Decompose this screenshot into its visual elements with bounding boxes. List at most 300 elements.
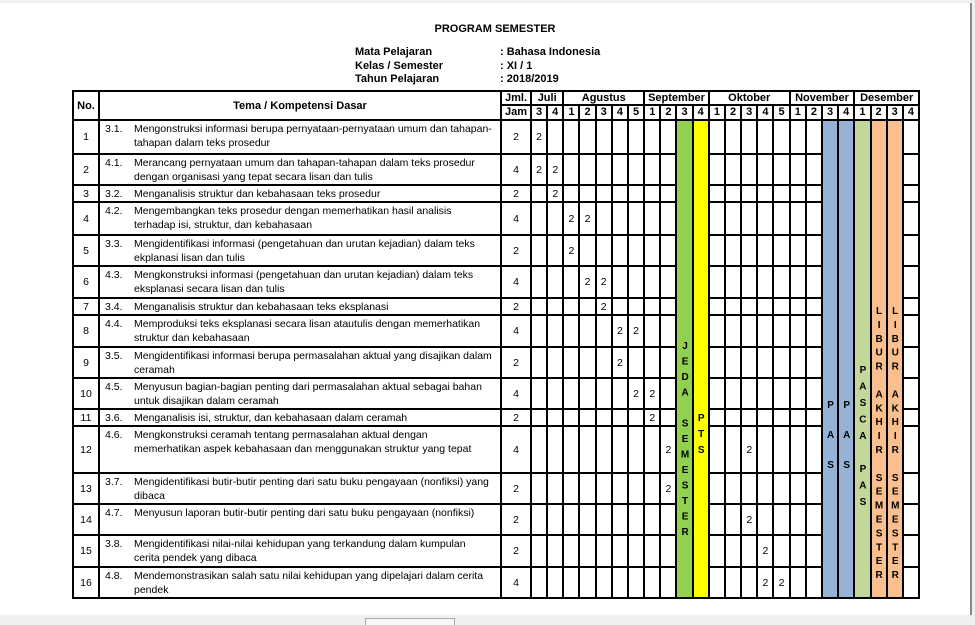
week-allocation-cell [806,185,822,202]
week-allocation-cell [903,409,919,426]
week-header: 2 [725,105,741,120]
competency-text: Mengidentifikasi nilai-nilai kehidupan yang terkandung dalam kumpulan cerita pendek yang dibaca [134,538,466,564]
competency-cell [99,473,501,504]
week-allocation-cell [741,120,757,154]
week-allocation-cell [773,409,789,426]
week-allocation-cell [531,409,547,426]
week-allocation-cell [644,202,660,235]
competency-code: 3.1. [105,123,123,135]
week-allocation-cell [644,535,660,567]
special-week-label: LIBUR AKHIR SEMESTER [873,306,885,584]
week-allocation-cell [709,347,725,378]
week-allocation-cell [660,235,676,266]
week-header: 2 [660,105,676,120]
week-allocation-cell [806,298,822,315]
table-row [73,298,919,315]
week-allocation-cell: 2 [612,315,628,347]
week-allocation-cell [790,235,806,266]
week-allocation-cell [725,409,741,426]
week-allocation-cell [660,409,676,426]
competency-text: Menganalisis struktur dan kebahasaan teks eksplanasi [134,301,389,313]
week-allocation-cell: 2 [596,298,612,315]
week-allocation-cell [741,315,757,347]
week-allocation-cell [757,504,773,535]
week-allocation-cell [628,535,644,567]
week-allocation-cell [725,426,741,473]
week-allocation-cell [660,120,676,154]
week-allocation-cell [596,567,612,598]
week-allocation-cell [547,378,563,409]
table-row [73,504,919,535]
week-allocation-cell [644,266,660,298]
week-allocation-cell [612,426,628,473]
header-jam: Jam [501,105,531,120]
week-allocation-cell [596,315,612,347]
hours-total: 2 [501,504,531,535]
competency-text: Mengkonstruksi informasi (pengetahuan dan urutan kejadian) dalam teks eksplanasi secara lisan dan tulis [134,269,474,295]
week-allocation-cell: 2 [757,567,773,598]
week-allocation-cell [741,185,757,202]
week-allocation-cell [644,120,660,154]
week-header: 5 [773,105,789,120]
special-week-label: PTS [695,412,707,461]
program-semester-table [72,90,920,599]
header-jml: Jml. [501,91,531,105]
week-allocation-cell [790,185,806,202]
week-allocation-cell [660,298,676,315]
week-header: 3 [741,105,757,120]
week-allocation-cell [612,378,628,409]
week-allocation-cell [773,473,789,504]
month-september: September [644,91,709,105]
competency-code: 3.3. [105,238,123,250]
week-allocation-cell [547,266,563,298]
week-allocation-cell [709,426,725,473]
week-allocation-cell [579,298,595,315]
week-allocation-cell [596,202,612,235]
row-number: 15 [73,535,99,567]
week-allocation-cell [579,426,595,473]
hours-total: 2 [501,347,531,378]
week-allocation-cell [709,473,725,504]
table-row [73,235,919,266]
week-allocation-cell [790,298,806,315]
week-allocation-cell [579,567,595,598]
row-number: 11 [73,409,99,426]
week-allocation-cell [806,266,822,298]
week-allocation-cell [563,120,579,154]
week-allocation-cell [628,235,644,266]
row-number: 8 [73,315,99,347]
week-header: 1 [854,105,870,120]
week-allocation-cell: 2 [531,120,547,154]
week-allocation-cell: 2 [628,378,644,409]
week-allocation-cell [547,235,563,266]
week-allocation-cell [741,378,757,409]
week-allocation-cell [725,535,741,567]
week-allocation-cell: 2 [644,378,660,409]
week-allocation-cell [903,473,919,504]
week-allocation-cell: 2 [773,567,789,598]
header-row-months [73,91,919,105]
week-allocation-cell [644,504,660,535]
week-allocation-cell [596,473,612,504]
week-allocation-cell [903,154,919,185]
hours-total: 4 [501,378,531,409]
row-number: 16 [73,567,99,598]
hours-total: 2 [501,535,531,567]
week-allocation-cell [612,185,628,202]
competency-cell [99,504,501,535]
week-allocation-cell [725,266,741,298]
week-allocation-cell [903,535,919,567]
week-allocation-cell [612,202,628,235]
week-allocation-cell [709,535,725,567]
week-allocation-cell [547,347,563,378]
week-allocation-cell [531,504,547,535]
week-allocation-cell [612,298,628,315]
week-allocation-cell [773,235,789,266]
hours-total: 2 [501,409,531,426]
week-allocation-cell [660,535,676,567]
week-allocation-cell [806,535,822,567]
competency-text: Mengonstruksi informasi berupa pernyataan-pernyataan umum dan tahapan-tahapan dalam teks prosedur [134,123,492,149]
week-allocation-cell [579,315,595,347]
week-header: 3 [596,105,612,120]
special-week-column [838,120,854,598]
week-header: 1 [790,105,806,120]
week-allocation-cell [709,315,725,347]
week-allocation-cell [612,266,628,298]
week-allocation-cell [757,409,773,426]
competency-code: 3.4. [105,301,123,313]
row-number: 14 [73,504,99,535]
week-allocation-cell [757,473,773,504]
competency-cell [99,202,501,235]
week-allocation-cell [644,154,660,185]
week-allocation-cell: 2 [660,473,676,504]
table-row [73,473,919,504]
month-november: November [790,91,855,105]
competency-cell [99,378,501,409]
week-allocation-cell [563,185,579,202]
week-allocation-cell [644,185,660,202]
week-allocation-cell [741,535,757,567]
row-number: 6 [73,266,99,298]
table-row [73,202,919,235]
week-allocation-cell [741,409,757,426]
week-allocation-cell [741,298,757,315]
week-allocation-cell [644,235,660,266]
table-row [73,185,919,202]
week-allocation-cell [596,409,612,426]
week-allocation-cell [725,235,741,266]
week-header: 1 [709,105,725,120]
week-allocation-cell [806,347,822,378]
week-allocation-cell [547,315,563,347]
week-allocation-cell [531,266,547,298]
week-header: 4 [903,105,919,120]
week-allocation-cell [806,504,822,535]
month-juli: Juli [531,91,563,105]
hours-total: 2 [501,185,531,202]
row-number: 5 [73,235,99,266]
week-allocation-cell [806,202,822,235]
competency-code: 4.4. [105,318,123,330]
week-allocation-cell [725,120,741,154]
week-allocation-cell [725,378,741,409]
week-allocation-cell [579,378,595,409]
week-allocation-cell [757,298,773,315]
week-allocation-cell [725,567,741,598]
week-header: 3 [822,105,838,120]
week-allocation-cell [596,426,612,473]
table-row [73,266,919,298]
competency-text: Mengembangkan teks prosedur dengan memerhatikan hasil analisis terhadap isi, struktur, dan kebahasaan [134,205,452,231]
row-number: 9 [73,347,99,378]
week-allocation-cell [628,409,644,426]
week-allocation-cell [547,504,563,535]
week-allocation-cell [563,473,579,504]
competency-code: 4.2. [105,205,123,217]
week-allocation-cell [757,120,773,154]
week-allocation-cell [725,202,741,235]
week-allocation-cell [709,154,725,185]
header-tema: Tema / Kompetensi Dasar [99,91,501,120]
row-number: 2 [73,154,99,185]
week-allocation-cell [903,504,919,535]
week-allocation-cell [547,473,563,504]
week-allocation-cell [596,154,612,185]
table-row [73,120,919,154]
week-header: 1 [563,105,579,120]
week-allocation-cell [790,473,806,504]
table-row [73,567,919,598]
special-week-label: JEDA SEMESTER [679,340,691,543]
week-allocation-cell [563,347,579,378]
week-allocation-cell: 2 [757,535,773,567]
week-allocation-cell [773,535,789,567]
week-allocation-cell [628,426,644,473]
week-allocation-cell [725,185,741,202]
special-week-column [887,120,903,598]
info-label-subject: Mata Pelajaran [355,46,433,58]
week-allocation-cell [596,120,612,154]
week-allocation-cell [741,235,757,266]
hours-total: 2 [501,120,531,154]
month-oktober: Oktober [709,91,790,105]
month-agustus: Agustus [563,91,644,105]
week-allocation-cell [644,347,660,378]
week-allocation-cell [903,266,919,298]
week-header: 3 [887,105,903,120]
week-allocation-cell [531,185,547,202]
week-allocation-cell [806,378,822,409]
info-value-subject: : Bahasa Indonesia [500,46,601,58]
week-allocation-cell [531,378,547,409]
week-allocation-cell [903,235,919,266]
week-allocation-cell [773,504,789,535]
week-allocation-cell [757,378,773,409]
row-number: 13 [73,473,99,504]
week-allocation-cell [806,409,822,426]
week-allocation-cell [790,378,806,409]
week-allocation-cell [563,409,579,426]
week-allocation-cell [563,567,579,598]
week-allocation-cell [757,315,773,347]
week-allocation-cell [596,235,612,266]
competency-code: 4.6. [105,429,123,441]
table-row [73,409,919,426]
competency-text: Memproduksi teks eksplanasi secara lisan atautulis dengan memerhatikan struktur dan kebahasaan [134,318,481,344]
week-allocation-cell [628,347,644,378]
week-allocation-cell [709,120,725,154]
week-allocation-cell [709,266,725,298]
week-allocation-cell [563,154,579,185]
week-allocation-cell: 2 [563,235,579,266]
info-label-year: Tahun Pelajaran [355,73,440,85]
week-allocation-cell [547,409,563,426]
week-allocation-cell [612,473,628,504]
week-allocation-cell [741,202,757,235]
week-allocation-cell [612,235,628,266]
week-allocation-cell [806,473,822,504]
row-number: 1 [73,120,99,154]
week-allocation-cell [628,567,644,598]
week-allocation-cell [790,567,806,598]
table-row [73,378,919,409]
special-week-column [854,120,870,598]
week-allocation-cell [660,185,676,202]
week-allocation-cell [660,154,676,185]
competency-text: Mengidentifikasi butir-butir penting dari satu buku pengayaan (nonfiksi) yang dibaca [134,476,489,502]
week-allocation-cell [773,315,789,347]
week-allocation-cell [757,154,773,185]
week-allocation-cell [628,504,644,535]
month-desember: Desember [854,91,919,105]
week-allocation-cell [790,409,806,426]
week-allocation-cell [741,347,757,378]
week-allocation-cell [741,154,757,185]
week-allocation-cell [806,235,822,266]
week-allocation-cell [709,185,725,202]
competency-cell [99,120,501,154]
week-allocation-cell [725,347,741,378]
row-number: 7 [73,298,99,315]
week-allocation-cell [790,315,806,347]
week-allocation-cell [903,426,919,473]
document-page [0,3,972,615]
week-allocation-cell [579,504,595,535]
week-allocation-cell [709,235,725,266]
week-allocation-cell [612,567,628,598]
competency-cell [99,409,501,426]
week-header: 2 [871,105,887,120]
week-allocation-cell [579,235,595,266]
week-allocation-cell [547,426,563,473]
week-allocation-cell [644,298,660,315]
competency-text: Merancang pernyataan umum dan tahapan-tahapan dalam teks prosedur dengan organisasi yang tepat secara lisan dan tulis [134,157,475,183]
week-allocation-cell [709,567,725,598]
week-allocation-cell [741,473,757,504]
sheet-tab[interactable] [365,618,455,625]
week-allocation-cell: 2 [612,347,628,378]
week-allocation-cell [806,315,822,347]
competency-code: 3.6. [105,412,123,424]
header-no: No. [73,91,99,120]
table-row [73,426,919,473]
row-number: 4 [73,202,99,235]
week-allocation-cell [903,120,919,154]
special-week-label: P A S [841,400,853,475]
competency-code: 3.2. [105,188,123,200]
competency-cell [99,235,501,266]
week-allocation-cell [596,347,612,378]
competency-code: 4.3. [105,269,123,281]
week-allocation-cell: 2 [628,315,644,347]
week-allocation-cell [903,298,919,315]
week-header: 1 [644,105,660,120]
week-allocation-cell [531,315,547,347]
week-allocation-cell: 2 [741,504,757,535]
week-header: 4 [838,105,854,120]
week-allocation-cell [547,535,563,567]
table-row [73,347,919,378]
week-allocation-cell [660,202,676,235]
week-allocation-cell [579,473,595,504]
week-allocation-cell [741,567,757,598]
week-allocation-cell [660,504,676,535]
week-allocation-cell [806,426,822,473]
week-allocation-cell [579,535,595,567]
competency-text: Menyusun bagian-bagian penting dari permasalahan aktual sebagai bahan untuk disajikan dalam ceramah [134,381,482,407]
week-allocation-cell [563,315,579,347]
competency-cell [99,266,501,298]
week-allocation-cell [806,120,822,154]
competency-text: Mendemonstrasikan salah satu nilai kehidupan yang dipelajari dalam cerita pendek [134,570,484,596]
competency-text: Menganalisis isi, struktur, dan kebahasaan dalam ceramah [134,412,408,424]
week-allocation-cell [660,567,676,598]
table-row [73,315,919,347]
special-week-column [676,120,692,598]
week-allocation-cell [903,202,919,235]
week-allocation-cell [531,567,547,598]
hours-total: 2 [501,235,531,266]
week-allocation-cell [903,378,919,409]
special-week-label: P A S [825,400,837,475]
page-title: PROGRAM SEMESTER [434,23,556,35]
week-allocation-cell [563,504,579,535]
row-number: 10 [73,378,99,409]
week-allocation-cell [579,347,595,378]
week-allocation-cell [660,378,676,409]
week-allocation-cell: 2 [579,266,595,298]
competency-code: 3.7. [105,476,123,488]
week-allocation-cell [628,154,644,185]
competency-text: Mengkonstruksi ceramah tentang permasalahan aktual dengan memerhatikan aspek kebahasaan dan menggunakan struktur yang tepat [134,429,472,455]
week-allocation-cell [790,426,806,473]
week-allocation-cell [596,535,612,567]
week-header: 5 [628,105,644,120]
week-allocation-cell: 2 [660,426,676,473]
week-allocation-cell [757,202,773,235]
week-allocation-cell [579,409,595,426]
week-allocation-cell [547,120,563,154]
competency-code: 3.5. [105,350,123,362]
week-allocation-cell [579,120,595,154]
week-allocation-cell [547,202,563,235]
week-allocation-cell [773,378,789,409]
